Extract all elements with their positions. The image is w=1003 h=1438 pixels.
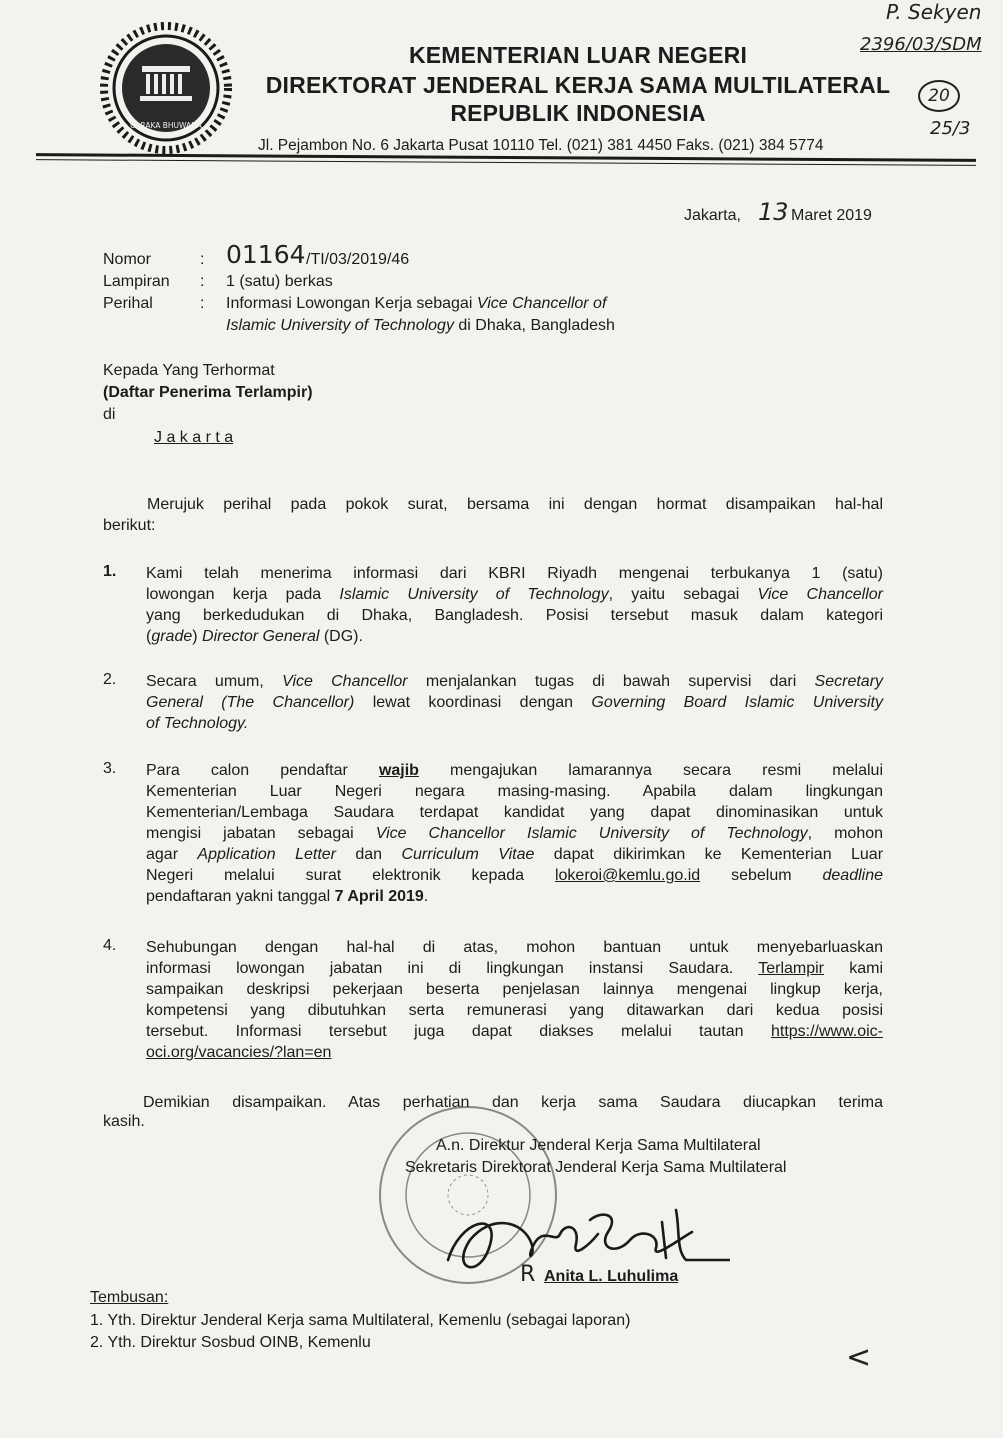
addressee-line3: di	[103, 406, 116, 423]
letter-date-month-year: Maret 2019	[791, 207, 872, 224]
handwritten-initial: R	[520, 1262, 536, 1287]
letterhead-line3: REPUBLIK INDONESIA	[450, 100, 706, 126]
ministry-emblem-icon	[96, 16, 236, 156]
nomor-colon: :	[200, 251, 205, 268]
addressee-city: J a k a r t a	[154, 429, 234, 446]
nomor-suffix: /TI/03/2019/46	[306, 251, 410, 268]
handwritten-bottom-mark: <	[846, 1340, 872, 1375]
item-number-4: 4.	[103, 937, 117, 954]
tembusan-label: Tembusan:	[90, 1289, 169, 1306]
addressee-line1: Kepada Yang Terhormat	[103, 362, 275, 379]
perihal-colon: :	[200, 295, 205, 312]
handwritten-nomor-number: 01164	[226, 240, 306, 269]
item-number-2: 2.	[103, 671, 117, 688]
handwritten-disposition: P. Sekyen	[886, 0, 982, 24]
signature-line1: A.n. Direktur Jenderal Kerja Sama Multilateral	[436, 1137, 761, 1154]
perihal-label: Perihal	[103, 295, 153, 312]
item-paragraph-1: Kami telah menerima informasi dari KBRI Riyadh mengenai terbukanya 1 (satu) lowongan kerja pada Islamic University of Technology, yaitu sebagai Vice Chancellor yang berkedudukan di Dhaka, Bangladesh. Posisi tersebut masuk dalam kategori (grade) Director General (DG).	[146, 565, 884, 645]
intro-line2: berikut:	[103, 517, 156, 534]
emblem-caption: CARAKA BHUWANA	[130, 121, 202, 130]
handwritten-side-note: 25/3	[930, 118, 971, 139]
letter-date-place: Jakarta,	[684, 207, 741, 224]
item-paragraph-3: Para calon pendaftar wajib mengajukan lamarannya secara resmi melalui Kementerian Luar Negeri negara masing-masing. Apabila dalam lingkungan Kementerian/Lembaga Saudara terdapat kandidat yang dapat dinominasikan untuk mengisi jabatan sebagai Vice Chancellor Islamic University of Technology, mohon agar Application Letter dan Curriculum Vitae dapat dikirimkan ke Kementerian Luar Negeri melalui surat elektronik kepada lokeroi@kemlu.go.id sebelum deadline pendaftaran yakni tanggal 7 April 2019.	[146, 762, 884, 905]
letterhead-address: Jl. Pejambon No. 6 Jakarta Pusat 10110 Tel. (021) 381 4450 Faks. (021) 384 5774	[258, 137, 824, 154]
handwritten-date-day: 13	[758, 198, 789, 226]
perihal-line2: Islamic University of Technology di Dhaka, Bangladesh	[226, 317, 615, 334]
perihal-line1: Informasi Lowongan Kerja sebagai Vice Chancellor of	[226, 295, 607, 312]
letterhead-line2: DIREKTORAT JENDERAL KERJA SAMA MULTILATERAL	[265, 72, 891, 98]
item-paragraph-2: Secara umum, Vice Chancellor menjalankan tugas di bawah supervisi dari Secretary General (The Chancellor) lewat koordinasi dengan Governing Board Islamic University of Technology.	[146, 673, 884, 732]
intro-line1: Merujuk perihal pada pokok surat, bersama ini dengan hormat disampaikan hal-hal	[147, 496, 883, 513]
letterhead-line1: KEMENTERIAN LUAR NEGERI	[408, 42, 748, 68]
email-link[interactable]: lokeroi@kemlu.go.id	[554, 867, 701, 884]
lampiran-colon: :	[200, 273, 205, 290]
handwritten-agenda-number: 2396/03/SDM	[860, 34, 982, 55]
item-paragraph-4: Sehubungan dengan hal-hal di atas, mohon bantuan untuk menyebarluaskan informasi lowongan jabatan ini di lingkungan instansi Saudara. Terlampir kami sampaikan deskripsi pekerjaan beserta penjelasan lainnya mengenai lingkup kerja, kompetensi yang dibutuhkan serta remunerasi yang ditawarkan dari kedua posisi tersebut. Informasi tersebut juga dapat diakses melalui tautan https://www.oic- oci.org/vacancies/?lan=en	[146, 939, 883, 1061]
signatory-name: Anita L. Luhulima	[544, 1268, 679, 1285]
signature-line2: Sekretaris Direktorat Jenderal Kerja Sama Multilateral	[405, 1159, 787, 1176]
tembusan-item-2: 2. Yth. Direktur Sosbud OINB, Kemenlu	[90, 1334, 371, 1351]
tembusan-item-1: 1. Yth. Direktur Jenderal Kerja sama Multilateral, Kemenlu (sebagai laporan)	[90, 1312, 631, 1329]
lampiran-label: Lampiran	[103, 273, 170, 290]
lampiran-value: 1 (satu) berkas	[226, 273, 333, 290]
closing-paragraph: Demikian disampaikan. Atas perhatian dan kerja sama Saudara diucapkan terima kasih.	[103, 1094, 883, 1130]
item-number-1: 1.	[103, 563, 117, 580]
oic-url-link-part2[interactable]: oci.org/vacancies/?lan=en	[146, 1044, 332, 1061]
oic-url-link-part1[interactable]: https://www.oic-	[770, 1023, 883, 1040]
nomor-label: Nomor	[103, 251, 152, 268]
addressee-line2: (Daftar Penerima Terlampir)	[103, 384, 313, 401]
intro-paragraph	[103, 494, 883, 536]
item-number-3: 3.	[103, 760, 117, 777]
handwritten-circled-number: 20	[918, 80, 960, 112]
